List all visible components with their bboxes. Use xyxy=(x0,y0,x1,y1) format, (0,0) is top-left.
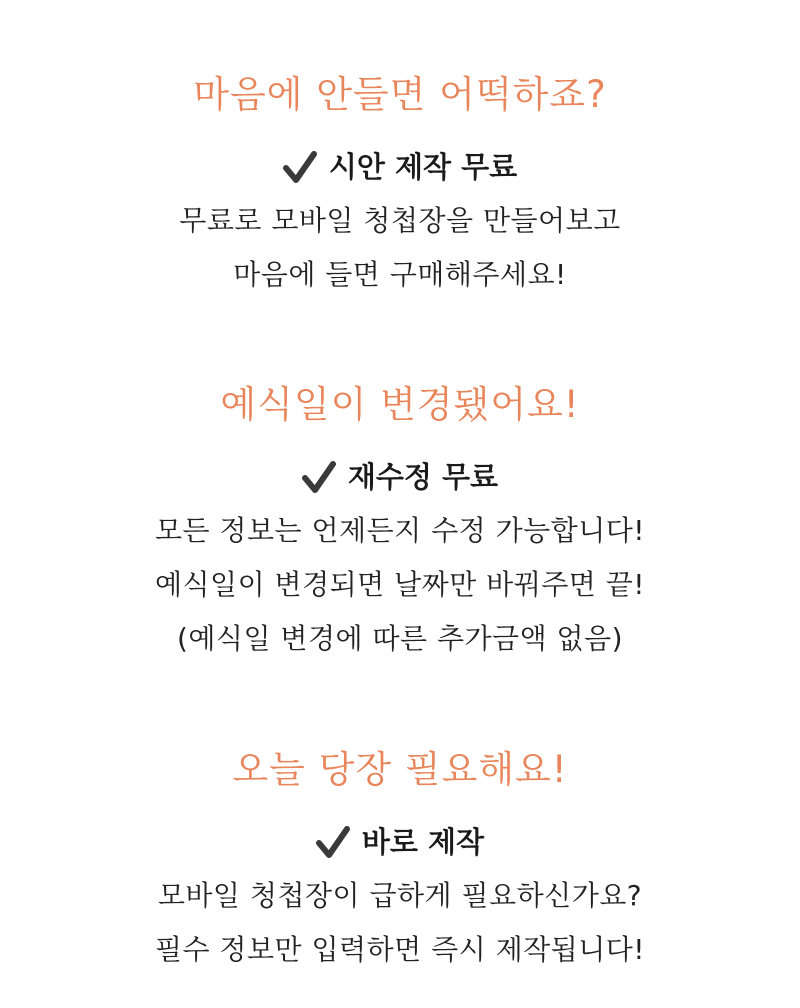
section-heading: 오늘 당장 필요해요! xyxy=(232,748,568,791)
section-description xyxy=(0,869,800,977)
description-line: 모든 정보는 언제든지 수정 가능합니다! xyxy=(154,514,646,547)
section-description xyxy=(0,194,800,302)
section-free-draft xyxy=(0,70,800,302)
check-icon xyxy=(302,460,336,494)
check-icon xyxy=(316,825,350,859)
description-line: 필수 정보만 입력하면 즉시 제작됩니다! xyxy=(154,933,646,966)
section-subheading xyxy=(316,822,484,862)
section-heading: 마음에 안들면 어떡하죠? xyxy=(193,73,607,116)
description-line: 예식일이 변경되면 날짜만 바꿔주면 끝! xyxy=(154,568,646,601)
check-icon xyxy=(283,150,317,184)
subheading-label: 바로 제작 xyxy=(361,825,485,859)
section-subheading xyxy=(283,147,517,187)
section-date-change xyxy=(0,380,800,666)
subheading-label: 시안 제작 무료 xyxy=(328,150,518,184)
description-line: 모바일 청첩장이 급하게 필요하신가요? xyxy=(157,879,643,912)
section-subheading xyxy=(302,457,498,497)
section-instant xyxy=(0,745,800,977)
section-heading: 예식일이 변경됐어요! xyxy=(220,383,580,426)
subheading-label: 재수정 무료 xyxy=(347,460,499,494)
description-line: (예식일 변경에 따른 추가금액 없음) xyxy=(176,622,624,655)
description-line: 무료로 모바일 청첩장을 만들어보고 xyxy=(179,204,621,237)
description-line: 마음에 들면 구매해주세요! xyxy=(233,258,567,291)
section-description xyxy=(0,504,800,666)
